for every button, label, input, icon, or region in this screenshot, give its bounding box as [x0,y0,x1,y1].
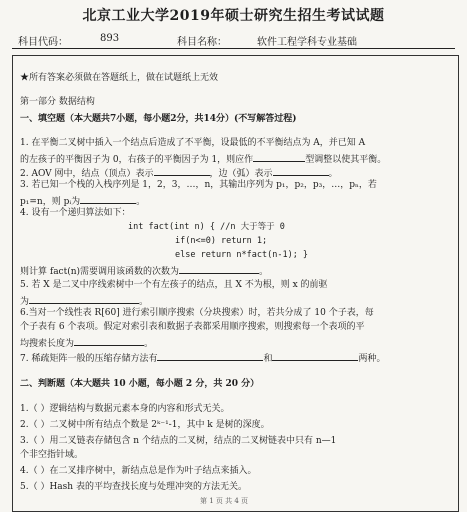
answer-blank[interactable] [157,351,263,361]
answer-blank[interactable] [80,194,136,204]
notice-text: 所有答案必须做在答题纸上，做在试题纸上无效 [29,73,219,83]
judge-heading: 二、判断题（本大题共 10 小题，每小题 2 分，共 20 分） [20,379,260,389]
code-line-2: if(n<=0) return 1; [175,236,268,246]
subject-header [12,27,455,49]
fill-q2: 2. AOV 网中，结点（顶点）表示 ，边（弧）表示 。 [20,166,338,180]
code-line-1: int fact(int n) { //n 大于等于 0 [128,222,285,232]
fill-q4-intro: 4. 设有一个递归算法如下： [20,208,131,218]
subject-name-label: 科目名称： [177,37,227,48]
fill-q3-line1: 3. 若已知一个栈的入栈序列是 1，2，3，…，n，其输出序列为 p₁，p₂，p₃，…，pₙ，若 [20,180,377,190]
judge-q3-cont: 个非空指针域。 [20,450,84,460]
answer-blank[interactable] [154,166,210,176]
fill-q1-line1: 1. 在平衡二叉树中插入一个结点后造成了不平衡，设最低的不平衡结点为 A，并已知 A [20,138,366,148]
fill-q4-answer: 则计算 fact(n)需要调用该函数的次数为 。 [20,264,268,278]
code-line-3: else return n*fact(n-1); } [175,250,309,260]
part1-title: 第一部分 数据结构 [20,97,95,107]
subject-code-label: 科目代码： [18,37,68,48]
judge-q2: 2.（ ）二叉树中所有结点个数是 2ᵏ⁻¹-1，其中 k 是树的深度。 [20,420,270,430]
fill-heading: 一、填空题（本大题共7小题，每小题2分，共14分）(不写解答过程) [20,114,297,124]
answer-blank[interactable] [253,152,305,162]
judge-q5: 5.（ ）Hash 表的平均查找长度与处理冲突的方法无关。 [20,482,247,492]
star-icon: ★ [20,73,30,83]
answer-blank[interactable] [272,351,358,361]
answer-blank[interactable] [273,166,329,176]
header-underline [12,48,455,49]
judge-q3: 3.（ ）用二叉链表存储包含 n 个结点的二叉树，结点的二叉树链表中只有 n—1 [20,436,337,446]
fill-q3-line2: p₁=n，则 pᵢ为 。 [20,194,145,208]
fill-q5-line1: 5. 若 X 是二叉中序线索树中一个有左孩子的结点，且 X 不为根，则 x 的前驱 [20,280,328,290]
fill-q6-line2: 个子表有 6 个表项。假定对索引表和数据子表都采用顺序搜索，则搜索每一个表项的平 [20,322,365,332]
fill-q5-line2: 为 。 [20,294,148,308]
judge-q1: 1.（ ）逻辑结构与数据元素本身的内容和形式无关。 [20,404,230,414]
subject-code-value: 893 [100,33,120,44]
page-footer: 第 1 页 共 4 页 [200,497,249,505]
answer-blank[interactable] [29,294,139,304]
fill-q6-line1: 6.当对一个线性表 R[60] 进行索引顺序搜索（分块搜索）时，若共分成了 10 个子表，每 [20,308,374,318]
subject-name-value: 软件工程学科专业基础 [257,37,357,48]
fill-q1-line2: 的左孩子的平衡因子为 0，右孩子的平衡因子为 1，则应作 型调整以使其平衡。 [20,152,386,166]
fill-q7: 7. 稀疏矩阵一般的压缩存储方法有 和 两种。 [20,351,385,365]
fill-q6-line3: 均搜索长度为 。 [20,336,153,350]
answer-blank[interactable] [74,336,144,346]
answer-blank[interactable] [179,264,259,274]
exam-title: 北京工业大学2019年硕士研究生招生考试试题 [82,8,385,24]
notice-line [20,73,218,84]
judge-q4: 4.（ ）在二叉排序树中，新结点总是作为叶子结点来插入。 [20,466,257,476]
